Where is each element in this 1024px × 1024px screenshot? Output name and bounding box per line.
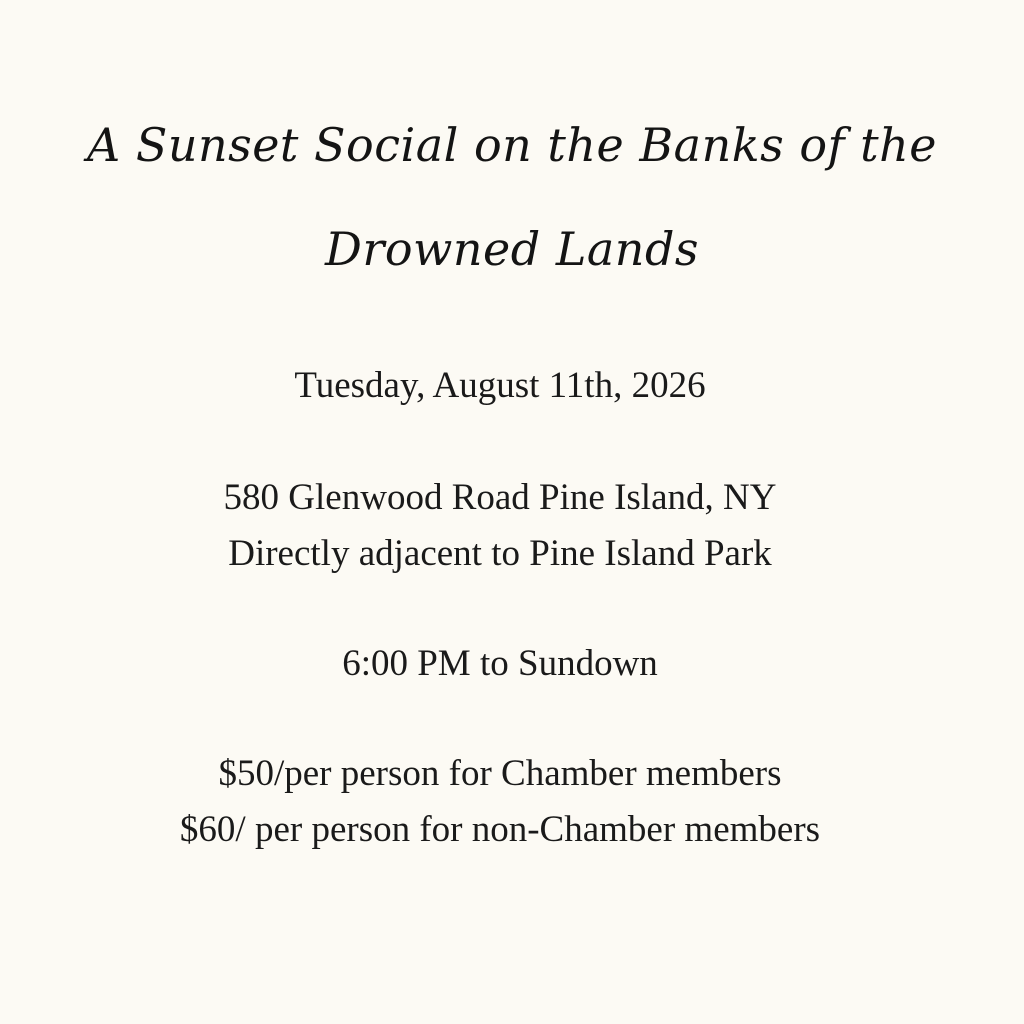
event-date: Tuesday, August 11th, 2026 [294,365,706,406]
event-title-line-1: A Sunset Social on the Banks of the [86,118,937,172]
event-address: 580 Glenwood Road Pine Island, NY [223,477,777,518]
event-time: 6:00 PM to Sundown [342,643,658,684]
event-location-note: Directly adjacent to Pine Island Park [228,533,772,574]
event-title-line-2: Drowned Lands [324,222,699,276]
non-member-price: $60/ per person for non-Chamber members [179,809,821,850]
member-price: $50/per person for Chamber members [218,753,782,794]
